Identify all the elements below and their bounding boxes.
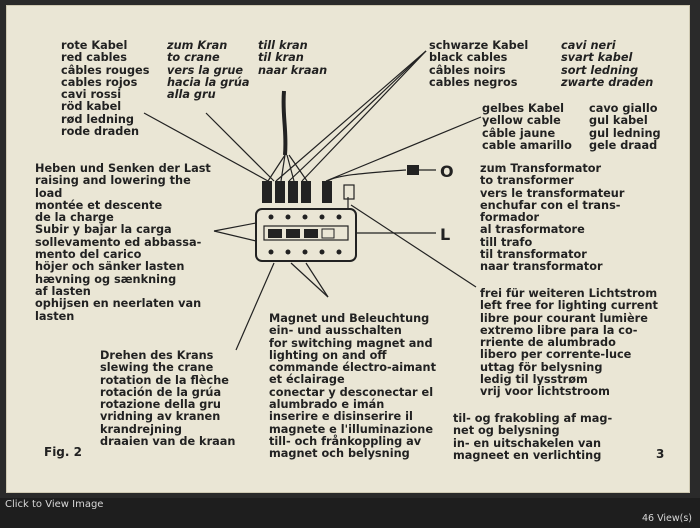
label-black-cables-2 (561, 40, 653, 89)
text-line: magneet en verlichting (453, 448, 602, 462)
text-line: net og belysning (453, 424, 560, 438)
label-to-crane (167, 40, 250, 101)
text-line: conectar y desconectar el (269, 385, 434, 399)
view-count: 46 View(s) (641, 513, 692, 524)
text-line: cavo giallo (589, 102, 658, 115)
label-raise-lower (35, 163, 211, 323)
text-line: alumbrado e imán (269, 398, 385, 412)
text-line: Subir y bajar la carga (35, 223, 172, 237)
text-line: left free for lighting current (480, 299, 658, 313)
text-line: till trafo (480, 235, 533, 249)
text-line: rotation de la flèche (100, 373, 229, 387)
click-to-view-link[interactable]: Click to View Image (5, 499, 104, 510)
text-line: de la charge (35, 211, 114, 225)
text-line: Drehen des Krans (100, 349, 214, 362)
text-line: frei für weiteren Lichtstrom (480, 287, 658, 300)
text-line: red cables (61, 51, 127, 65)
text-line: magnete e l'illuminazione (269, 422, 433, 436)
text-line: af lasten (35, 284, 91, 298)
text-line: libre pour courant lumière (480, 311, 648, 325)
plug-row (262, 181, 332, 203)
scanned-manual-page (6, 5, 690, 493)
label-free-circuit (480, 288, 658, 399)
cable-bundle (284, 91, 286, 155)
text-line: gele draad (589, 138, 658, 152)
text-line: to transformer (480, 174, 574, 188)
text-line: et éclairage (269, 373, 345, 387)
figure-label: Fig. 2 (44, 445, 82, 459)
text-line: vrij voor lichtstroom (480, 385, 610, 399)
text-line: schwarze Kabel (429, 39, 529, 52)
label-transformer (480, 163, 624, 274)
text-line: hacia la grúa (167, 75, 250, 89)
text-line: rotazione della gru (100, 398, 221, 412)
text-line: for switching magnet and (269, 336, 433, 350)
label-magnet-nordic (453, 413, 612, 462)
text-line: lighting on and off (269, 348, 387, 362)
text-line: vers la grue (167, 63, 244, 77)
text-line: montée et descente (35, 198, 163, 212)
text-line: zwarte draden (561, 75, 654, 89)
text-line: to crane (167, 51, 220, 65)
text-line: inserire e disinserire il (269, 410, 413, 424)
text-line: cable amarillo (482, 138, 572, 152)
label-yellow-cable (482, 103, 572, 152)
label-black-cables (429, 40, 528, 89)
text-line: ein- und ausschalten (269, 324, 402, 338)
text-line: Heben und Senken der Last (35, 162, 211, 175)
text-line: commande électro-aimant (269, 361, 436, 375)
text-line: rote Kabel (61, 39, 128, 52)
text-line: ophijsen en neerlaten van (35, 297, 202, 311)
text-line: naar kraan (258, 63, 328, 77)
text-line: vers le transformateur (480, 186, 625, 200)
text-line: sollevamento ed abbassa- (35, 235, 202, 249)
text-line: til transformator (480, 248, 587, 262)
text-line: gul kabel (589, 114, 648, 128)
text-line: till kran (258, 39, 308, 52)
text-line: formador (480, 211, 540, 225)
terminal-l-label: L (440, 225, 451, 244)
text-line: rød ledning (61, 112, 135, 126)
terminal-o-label: O (440, 162, 454, 181)
text-line: til- og frakobling af mag- (453, 412, 613, 425)
text-line: câble jaune (482, 126, 556, 140)
text-line: hævning og sænkning (35, 272, 177, 286)
text-line: cables negros (429, 75, 518, 89)
label-magnet-light (269, 313, 436, 461)
text-line: zum Transformator (480, 162, 602, 175)
text-line: svart kabel (561, 51, 633, 65)
text-line: câbles noirs (429, 63, 506, 77)
text-line: till- och frånkoppling av (269, 434, 422, 448)
text-line: load (35, 186, 63, 200)
text-line: höjer och sänker lasten (35, 260, 185, 274)
text-line: magnet och belysning (269, 447, 410, 461)
text-line: röd kabel (61, 100, 122, 114)
text-line: extremo libre para la co- (480, 323, 638, 337)
pointer-line (206, 113, 274, 181)
text-line: rotación de la grúa (100, 385, 222, 399)
text-line: rriente de alumbrado (480, 336, 616, 350)
text-line: black cables (429, 51, 508, 65)
label-yellow-cable-2 (589, 103, 661, 152)
text-line: alla gru (167, 88, 216, 102)
text-line: krandrejning (100, 422, 182, 436)
text-line: ledig til lysstrøm (480, 373, 588, 387)
text-line: yellow cable (482, 114, 561, 128)
page-number: 3 (656, 447, 665, 461)
label-to-crane-nordic (258, 40, 327, 77)
text-line: lasten (35, 309, 75, 323)
label-slewing (100, 350, 235, 448)
text-line: draaien van de kraan (100, 435, 236, 449)
text-line: in- en uitschakelen van (453, 436, 601, 450)
text-line: enchufar con el trans- (480, 198, 621, 212)
text-line: til kran (258, 51, 304, 65)
viewer-footer (0, 498, 700, 528)
text-line: vridning av kranen (100, 410, 221, 424)
text-line: câbles rouges (61, 63, 150, 77)
text-line: uttag för belysning (480, 360, 603, 374)
text-line: slewing the crane (100, 361, 214, 375)
label-red-cables (61, 40, 149, 138)
text-line: mento del carico (35, 248, 142, 262)
text-line: al trasformatore (480, 223, 585, 237)
control-box (256, 209, 356, 261)
pointer-line (326, 117, 481, 181)
text-line: gelbes Kabel (482, 102, 565, 115)
text-line: Magnet und Beleuchtung (269, 312, 430, 325)
text-line: sort ledning (561, 63, 639, 77)
text-line: cables rojos (61, 75, 138, 89)
text-line: rode draden (61, 125, 140, 139)
text-line: gul ledning (589, 126, 661, 140)
text-line: cavi neri (561, 39, 616, 52)
text-line: zum Kran (167, 39, 228, 52)
text-line: naar transformator (480, 260, 603, 274)
text-line: cavi rossi (61, 88, 122, 102)
text-line: libero per corrente-luce (480, 348, 632, 362)
text-line: raising and lowering the (35, 174, 191, 188)
connector-plug (407, 165, 419, 175)
